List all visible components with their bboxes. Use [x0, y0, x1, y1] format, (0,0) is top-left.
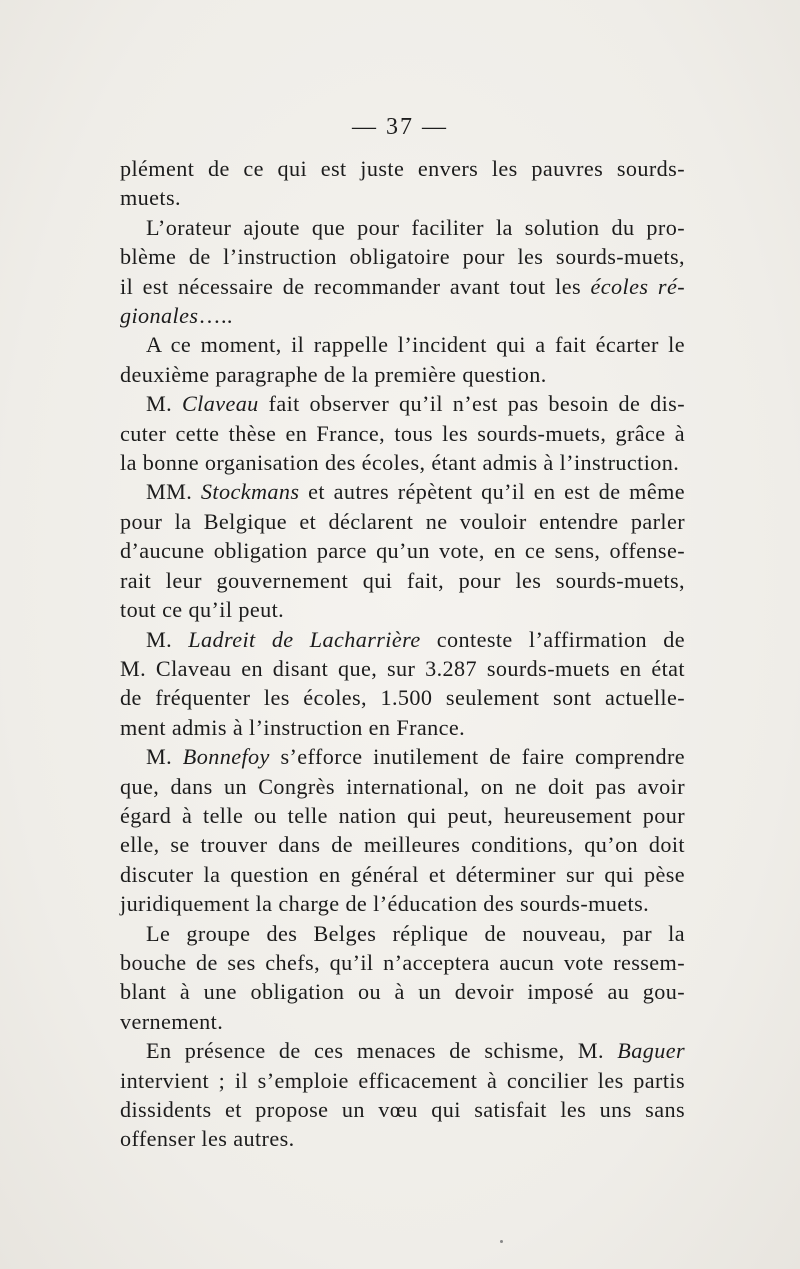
- text-line: égard à telle ou telle nation qui peut, heureusement pour: [120, 802, 685, 828]
- text-line: la bonne organisation des écoles, étant admis à l’instruction.: [120, 450, 680, 476]
- text-line: juridiquement la charge de l’éducation des sourds-muets.: [120, 891, 650, 917]
- text-line: blème de l’instruction obligatoire pour les sourds-muets,: [120, 244, 685, 270]
- text-run: s’efforce inutilement de faire comprendre: [269, 744, 685, 770]
- text-line: [120, 272, 685, 301]
- text-run: il est nécessaire de recommander avant tout les: [120, 273, 591, 299]
- text-line: pour la Belgique et déclarent ne vouloir entendre parler: [120, 508, 685, 534]
- speaker-name: Baguer: [617, 1038, 685, 1064]
- text-line: bouche de ses chefs, qu’il n’acceptera aucun vote ressem-: [120, 949, 685, 975]
- speaker-name: Stockmans: [200, 479, 300, 505]
- text-line: [120, 477, 685, 506]
- italic-term: écoles ré-: [590, 273, 685, 299]
- text-line: A ce moment, il rappelle l’incident qui a fait écarter le: [146, 332, 685, 358]
- speaker-name: Ladreit de Lacharrière: [188, 626, 421, 652]
- text-line: rait leur gouvernement qui fait, pour les sourds-muets,: [120, 567, 685, 593]
- text-run: et autres répètent qu’il en est de même: [299, 479, 685, 505]
- text-run: M.: [146, 626, 189, 652]
- text-line: L’orateur ajoute que pour faciliter la solution du pro-: [146, 214, 685, 240]
- text-line: M. Claveau en disant que, sur 3.287 sourds-muets en état: [120, 655, 685, 681]
- text-line: offenser les autres.: [120, 1126, 295, 1152]
- body-text: [120, 154, 685, 1154]
- speaker-name: Claveau: [181, 391, 259, 417]
- text-run: MM.: [146, 479, 201, 505]
- text-line: de fréquenter les écoles, 1.500 seulement sont actuelle-: [120, 685, 685, 711]
- page-number: — 37 —: [352, 114, 448, 140]
- text-run: fait observer qu’il n’est pas besoin de dis-: [258, 391, 685, 417]
- italic-term: gionales: [120, 303, 199, 329]
- text-line: Le groupe des Belges réplique de nouveau, par la: [146, 920, 685, 946]
- text-line: elle, se trouver dans de meilleures conditions, qu’on doit: [120, 832, 685, 858]
- text-line: ment admis à l’instruction en France.: [120, 714, 466, 740]
- text-line: que, dans un Congrès international, on ne doit pas avoir: [120, 773, 685, 799]
- text-line: dissidents et propose un vœu qui satisfait les uns sans: [120, 1097, 685, 1122]
- speaker-name: Bonnefoy: [182, 744, 270, 770]
- text-line: vernement.: [120, 1008, 224, 1034]
- text-line: tout ce qu’il peut.: [120, 597, 285, 623]
- text-line: discuter la question en général et déterminer sur qui pèse: [120, 861, 685, 887]
- text-line: [120, 742, 685, 771]
- text-run: conteste l’affirmation de: [420, 626, 685, 652]
- text-line: d’aucune obligation parce qu’un vote, en ce sens, offense-: [120, 538, 685, 564]
- text-line: blant à une obligation ou à un devoir imposé au gou-: [120, 979, 685, 1005]
- text-line: intervient ; il s’emploie efficacement à concilier les partis: [120, 1067, 685, 1093]
- text-run: En présence de ces menaces de schisme, M.: [146, 1038, 618, 1064]
- text-run: …..: [198, 303, 233, 329]
- text-run: M.: [146, 391, 182, 417]
- text-line: [120, 625, 685, 654]
- text-line: deuxième paragraphe de la première question.: [120, 361, 547, 387]
- text-run: M.: [146, 744, 183, 770]
- text-line: [120, 301, 685, 330]
- text-line: muets.: [120, 185, 181, 211]
- text-line: plément de ce qui est juste envers les pauvres sourds-: [120, 156, 685, 181]
- text-line: [120, 1036, 685, 1065]
- text-line: cuter cette thèse en France, tous les sourds-muets, grâce à: [120, 420, 685, 446]
- paper-speck: [500, 1240, 503, 1243]
- text-line: [120, 389, 685, 418]
